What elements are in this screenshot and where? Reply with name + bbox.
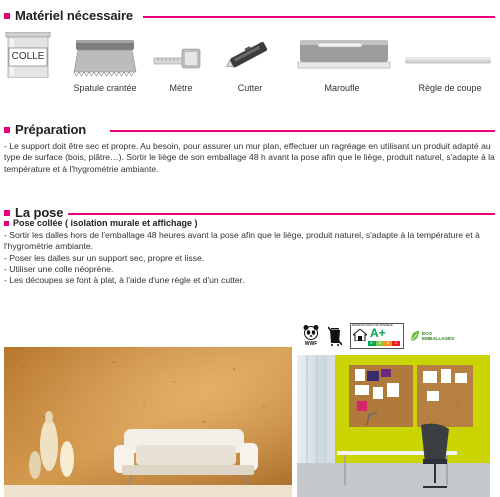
air-quality-scale — [368, 341, 400, 346]
bullet-square — [4, 221, 9, 226]
certification-logos — [300, 323, 454, 349]
bullet-square — [4, 13, 10, 19]
bullet-square — [4, 210, 10, 216]
section-rule — [143, 16, 495, 18]
wwf-panda-icon — [300, 324, 322, 348]
eco-leaf-icon — [410, 330, 420, 342]
section-rule — [110, 130, 495, 132]
preparation-text: - Le support doit être sec et propre. Au besoin, pour assurer un mur plan, effectuer un ragréage en utilisant un produit adapté au type de surface (bois, plâtre…). Sortir le liège de son emballage 48 h avant la pose afin que le liège, produit naturel, s'adapte à la température et à l'hygrométrie ambiante. — [4, 141, 495, 174]
living-room-photo — [4, 347, 292, 497]
tool-label-maroufle: Maroufle — [324, 83, 360, 93]
maroufle-icon — [296, 32, 392, 78]
cutting-ruler-icon — [404, 32, 492, 78]
tool-label-spatule: Spatule crantée — [73, 83, 137, 93]
house-icon — [353, 329, 367, 341]
tool-label-regle: Règle de coupe — [418, 83, 482, 93]
scale-a-plus: A+ — [370, 341, 374, 345]
notched-trowel-icon — [70, 32, 140, 78]
section-rule — [68, 213, 495, 215]
list-item: - Utiliser une colle néoprène. — [4, 263, 114, 274]
tools-row — [0, 32, 500, 100]
scale-b: B — [384, 341, 392, 346]
pose-subtitle — [4, 218, 198, 228]
wwf-label: WWF — [304, 341, 318, 347]
eco-label-bottom: EMBALLAGES — [422, 336, 455, 341]
pose-subtitle-text: Pose collée ( isolation murale et affichage ) — [13, 218, 198, 228]
list-item: - Poser les dalles sur un support sec, propre et lisse. — [4, 252, 205, 263]
eco-emballages-logo — [410, 330, 454, 342]
air-quality-header: ÉMISSIONS DANS L'AIR INTÉRIEUR — [352, 324, 393, 327]
air-quality-label — [350, 323, 404, 349]
section-title-preparation: Préparation — [15, 122, 87, 137]
list-item: - Sortir les dalles hors de l'emballage 48 heures avant la pose afin que le liège, produit naturel, s'adapte à la température et à l'hygrométrie ambiante. — [4, 230, 480, 252]
glue-label: COLLE — [11, 51, 45, 62]
section-materiel — [4, 8, 133, 23]
recycle-bin-icon — [328, 326, 342, 346]
eco-label-top: ECO — [422, 331, 432, 336]
bullet-square — [4, 127, 10, 133]
section-title-pose: La pose — [15, 205, 64, 220]
scale-c: C — [392, 341, 400, 346]
section-preparation — [4, 122, 86, 137]
office-photo — [297, 355, 490, 497]
glue-bucket-icon — [4, 32, 52, 78]
scale-a: A — [376, 341, 384, 346]
air-quality-grade: A+ — [370, 326, 386, 340]
list-item: - Les découpes se font à plat, à l'aide d'une règle et d'un cutter. — [4, 275, 245, 286]
pose-instructions — [4, 230, 496, 286]
tool-label-cutter: Cutter — [237, 83, 263, 93]
section-title-materiel: Matériel nécessaire — [15, 8, 134, 23]
tool-label-metre: Mètre — [169, 83, 193, 93]
cutter-knife-icon — [220, 32, 272, 78]
tape-measure-icon — [152, 32, 202, 78]
